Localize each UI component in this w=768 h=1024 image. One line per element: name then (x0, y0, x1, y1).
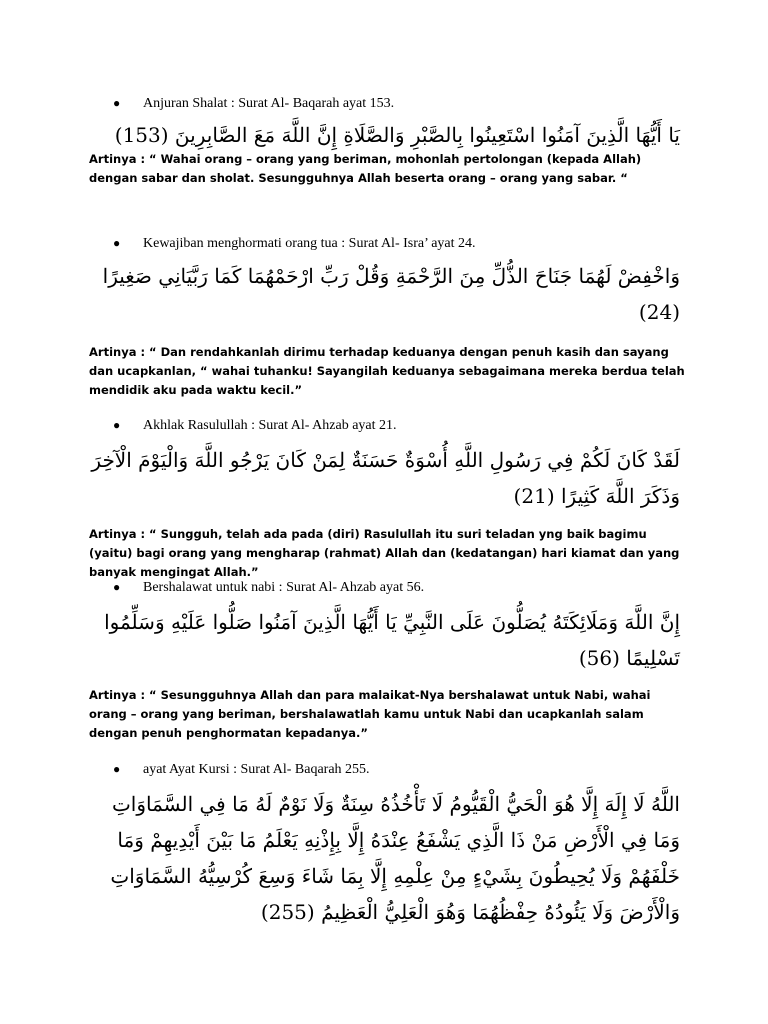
heading-text: Bershalawat untuk nabi : Surat Al- Ahzab ayat 56. (143, 580, 425, 595)
heading-text: Kewajiban menghormati orang tua : Surat Al- Isra’ ayat 24. (143, 236, 476, 251)
arabic-verse-ayat-kursi: اللَّهُ لَا إِلَهَ إِلَّا هُوَ الْحَيُّ الْقَيُّومُ لَا تَأْخُذُهُ سِنَةٌ وَلَا نَوْمٌ لَهُ مَا فِي السَّمَاوَاتِ وَمَا فِي الْأَرْضِ مَنْ ذَا الَّذِي يَشْفَعُ عِنْدَهُ إِلَّا بِإِذْنِهِ يَعْلَمُ مَا بَيْنَ أَيْدِيهِمْ وَمَا خَلْفَهُمْ وَلَا يُحِيطُونَ بِشَيْءٍ مِنْ عِلْمِهِ إِلَّا بِمَا شَاءَ وَسِعَ كُرْسِيُّهُ السَّمَاوَاتِ وَالْأَرْضَ وَلَا يَئُودُهُ حِفْظُهُمَا وَهُوَ الْعَلِيُّ الْعَظِيمُ (255) (110, 792, 680, 924)
translation-ahzab-56: Artinya : “ Sesungguhnya Allah dan para malaikat-Nya bershalawat untuk Nabi, wahai orang – orang yang beriman, bershalawatlah kamu untuk Nabi dan ucapkanlah salam dengan penuh penghormatan kepadanya.” (89, 688, 651, 740)
arabic-verse-baqarah-153: يَا أَيُّهَا الَّذِينَ آمَنُوا اسْتَعِينُوا بِالصَّبْرِ وَالصَّلَاةِ إِنَّ اللَّهَ مَعَ الصَّابِرِينَ (153) (114, 123, 680, 147)
heading-text: ayat Ayat Kursi : Surat Al- Baqarah 255. (143, 762, 370, 777)
translation-baqarah-153: Artinya : “ Wahai orang – orang yang beriman, mohonlah pertolongan (kepada Allah) dengan sabar dan sholat. Sesungguhnya Allah beserta orang – orang yang sabar. “ (89, 152, 642, 185)
heading-text: Anjuran Shalat : Surat Al- Baqarah ayat 153. (143, 96, 395, 111)
section-heading-baqarah-153 (113, 94, 394, 113)
section-heading-ahzab-21 (113, 416, 397, 435)
arabic-verse-ahzab-56: إِنَّ اللَّهَ وَمَلَائِكَتَهُ يُصَلُّونَ عَلَى النَّبِيِّ يَا أَيُّهَا الَّذِينَ آمَنُوا صَلُّوا عَلَيْهِ وَسَلِّمُوا تَسْلِيمًا (56) (104, 610, 680, 670)
bullet-icon: ● (113, 418, 121, 432)
bullet-icon: ● (113, 762, 121, 776)
bullet-icon: ● (113, 96, 121, 110)
translation-ahzab-21: Artinya : “ Sungguh, telah ada pada (diri) Rasulullah itu suri teladan yng baik bagimu (yaitu) bagi orang yang mengharap (rahmat) Allah dan (kedatangan) hari kiamat dan yang banyak mengingat Allah.” (89, 527, 680, 579)
bullet-icon: ● (113, 236, 121, 250)
section-heading-isra-24 (113, 234, 476, 253)
arabic-verse-isra-24: وَاخْفِضْ لَهُمَا جَنَاحَ الذُّلِّ مِنَ الرَّحْمَةِ وَقُلْ رَبِّ ارْحَمْهُمَا كَمَا رَبَّيَانِي صَغِيرًا (24) (102, 264, 680, 324)
heading-text: Akhlak Rasulullah : Surat Al- Ahzab ayat 21. (143, 418, 397, 433)
section-heading-ayat-kursi (113, 760, 370, 779)
section-heading-ahzab-56 (113, 578, 424, 597)
bullet-icon: ● (113, 580, 121, 594)
arabic-verse-ahzab-21: لَقَدْ كَانَ لَكُمْ فِي رَسُولِ اللَّهِ أُسْوَةٌ حَسَنَةٌ لِمَنْ كَانَ يَرْجُو اللَّهَ وَالْيَوْمَ الْآخِرَ وَذَكَرَ اللَّهَ كَثِيرًا (21) (91, 448, 680, 508)
translation-isra-24: Artinya : “ Dan rendahkanlah dirimu terhadap keduanya dengan penuh kasih dan sayang dan ucapkanlan, “ wahai tuhanku! Sayangilah keduanya sebagaimana mereka berdua telah mendidik aku pada waktu kecil.” (89, 345, 685, 397)
